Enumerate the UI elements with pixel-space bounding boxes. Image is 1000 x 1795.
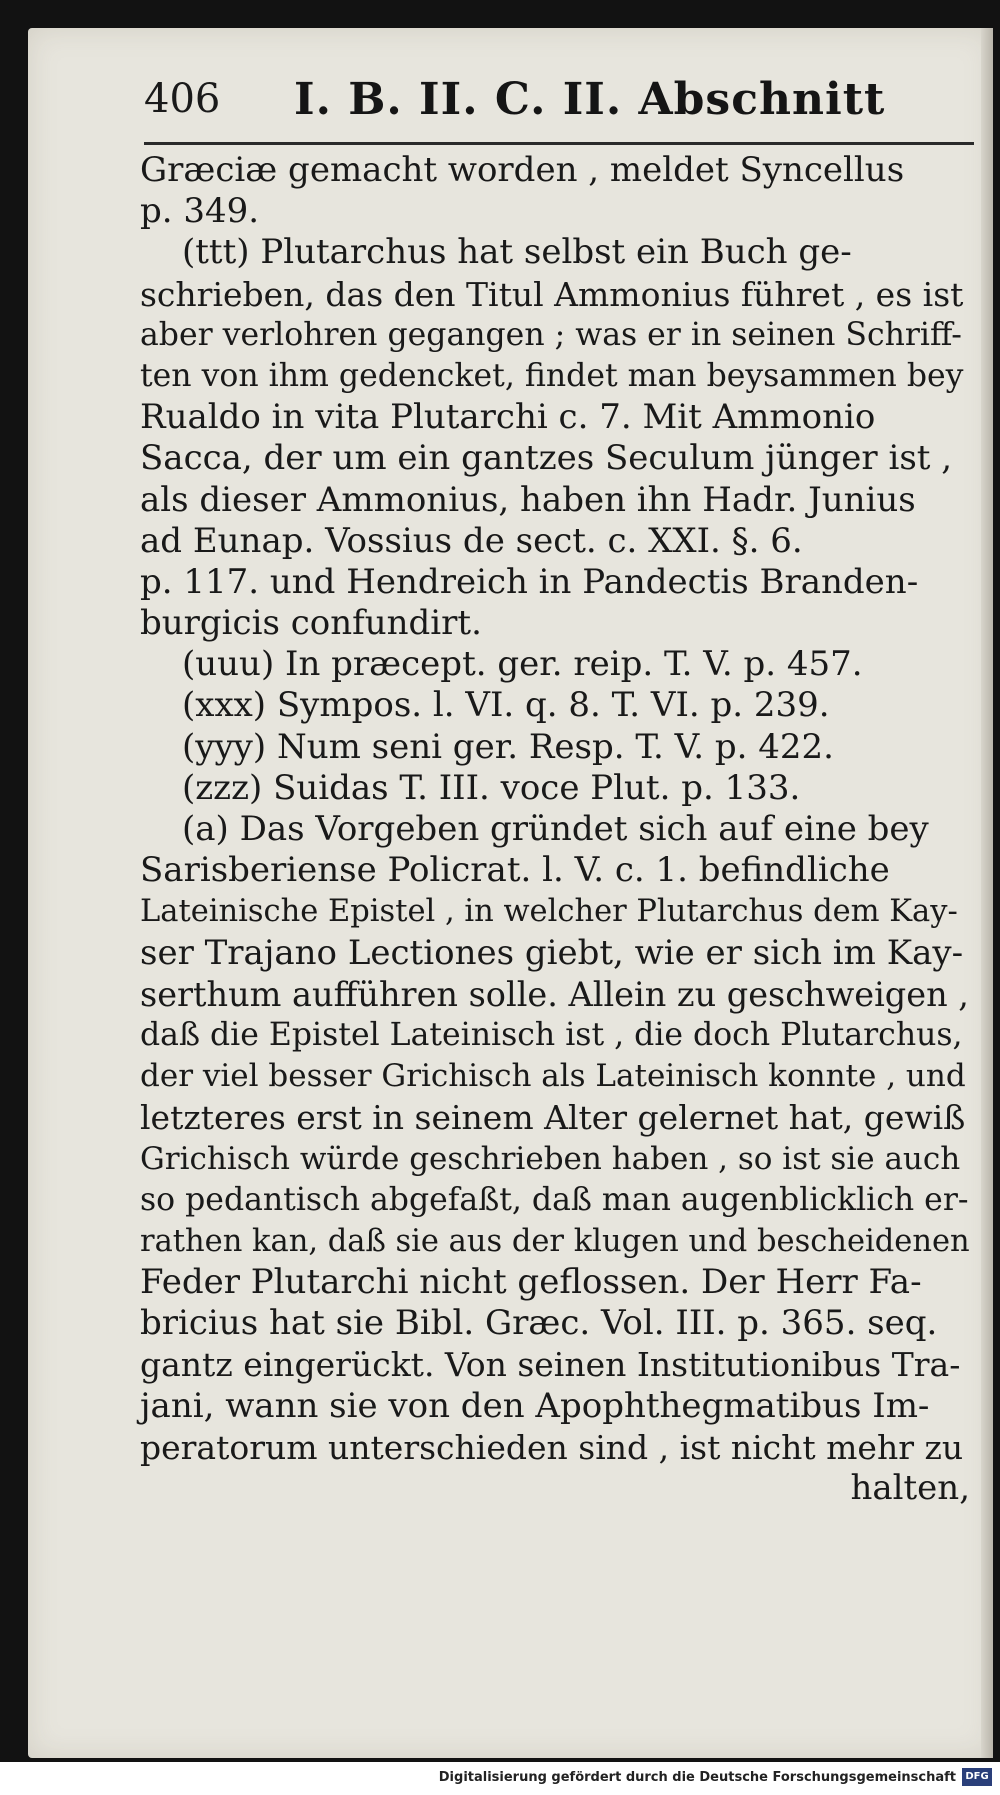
text-line: letzteres erst in seinem Alter gelernet hat, gewiß	[140, 1098, 966, 1138]
text-line: jani, wann sie von den Apophthegmatibus Im-	[140, 1385, 930, 1426]
text-line: Rualdo in vita Plutarchi c. 7. Mit Ammonio	[140, 397, 876, 438]
funding-credit: Digitalisierung gefördert durch die Deutsche Forschungsgemeinschaft	[438, 1770, 956, 1785]
text-line: Sarisberiense Policrat. l. V. c. 1. befindliche	[140, 850, 890, 891]
text-line: (a) Das Vorgeben gründet sich auf eine bey	[182, 809, 929, 849]
text-line: schrieben, das den Titul Ammonius führet , es ist	[140, 274, 964, 314]
text-line: ten von ihm gedencket, findet man beysammen bey	[140, 357, 964, 394]
text-line: rathen kan, daß sie aus der klugen und bescheidenen	[140, 1223, 970, 1259]
text-line: p. 349.	[140, 191, 260, 232]
text-line: Feder Plutarchi nicht geflossen. Der Herr Fa-	[140, 1262, 922, 1303]
text-line: der viel besser Grichisch als Lateinisch konnte , und	[140, 1058, 966, 1095]
text-line: ad Eunap. Vossius de sect. c. XXI. §. 6.	[140, 520, 803, 561]
page-edge	[981, 28, 993, 1758]
text-line: p. 117. und Hendreich in Pandectis Branden-	[140, 561, 919, 602]
footnote-text	[140, 150, 970, 1509]
dfg-logo: DFG	[962, 1768, 992, 1786]
text-line: (uuu) In præcept. ger. reip. T. V. p. 457.	[182, 644, 863, 685]
text-line: peratorum unterschieden sind , ist nicht mehr zu	[140, 1427, 964, 1467]
text-line: Lateinische Epistel , in welcher Plutarchus dem Kay-	[140, 894, 958, 930]
text-line: aber verlohren gegangen ; was er in seinen Schriff-	[140, 316, 962, 353]
text-line: ser Trajano Lectiones giebt, wie er sich im Kay-	[140, 932, 964, 973]
page-header	[144, 68, 954, 148]
footer-bar	[0, 1762, 1000, 1795]
text-line: gantz eingerückt. Von seinen Institutionibus Tra-	[140, 1345, 961, 1385]
text-line: (xxx) Sympos. l. VI. q. 8. T. VI. p. 239.	[182, 685, 830, 726]
text-line: Græciæ gemacht worden , meldet Syncellus	[140, 150, 905, 190]
text-line: burgicis confundirt.	[140, 603, 482, 644]
text-line: (yyy) Num seni ger. Resp. T. V. p. 422.	[182, 726, 834, 767]
text-line: serthum aufführen solle. Allein zu geschweigen ,	[140, 974, 969, 1014]
text-line: (ttt) Plutarchus hat selbst ein Buch ge-	[182, 232, 852, 273]
text-line: (zzz) Suidas T. III. voce Plut. p. 133.	[182, 767, 801, 808]
text-line: so pedantisch abgefaßt, daß man augenblicklich er-	[140, 1181, 969, 1218]
page-number: 406	[144, 76, 221, 122]
text-line: Grichisch würde geschrieben haben , so ist sie auch	[140, 1140, 961, 1177]
running-head: I. B. II. C. II. Abschnitt	[294, 74, 886, 125]
header-rule	[144, 142, 974, 145]
text-line: Sacca, der um ein gantzes Seculum jünger ist ,	[140, 438, 953, 479]
text-line: als dieser Ammonius, haben ihn Hadr. Junius	[140, 479, 916, 520]
text-line: daß die Epistel Lateinisch ist , die doch Plutarchus,	[140, 1016, 963, 1053]
text-line: halten,	[850, 1468, 970, 1508]
text-line: bricius hat sie Bibl. Græc. Vol. III. p. 365. seq.	[140, 1303, 938, 1344]
